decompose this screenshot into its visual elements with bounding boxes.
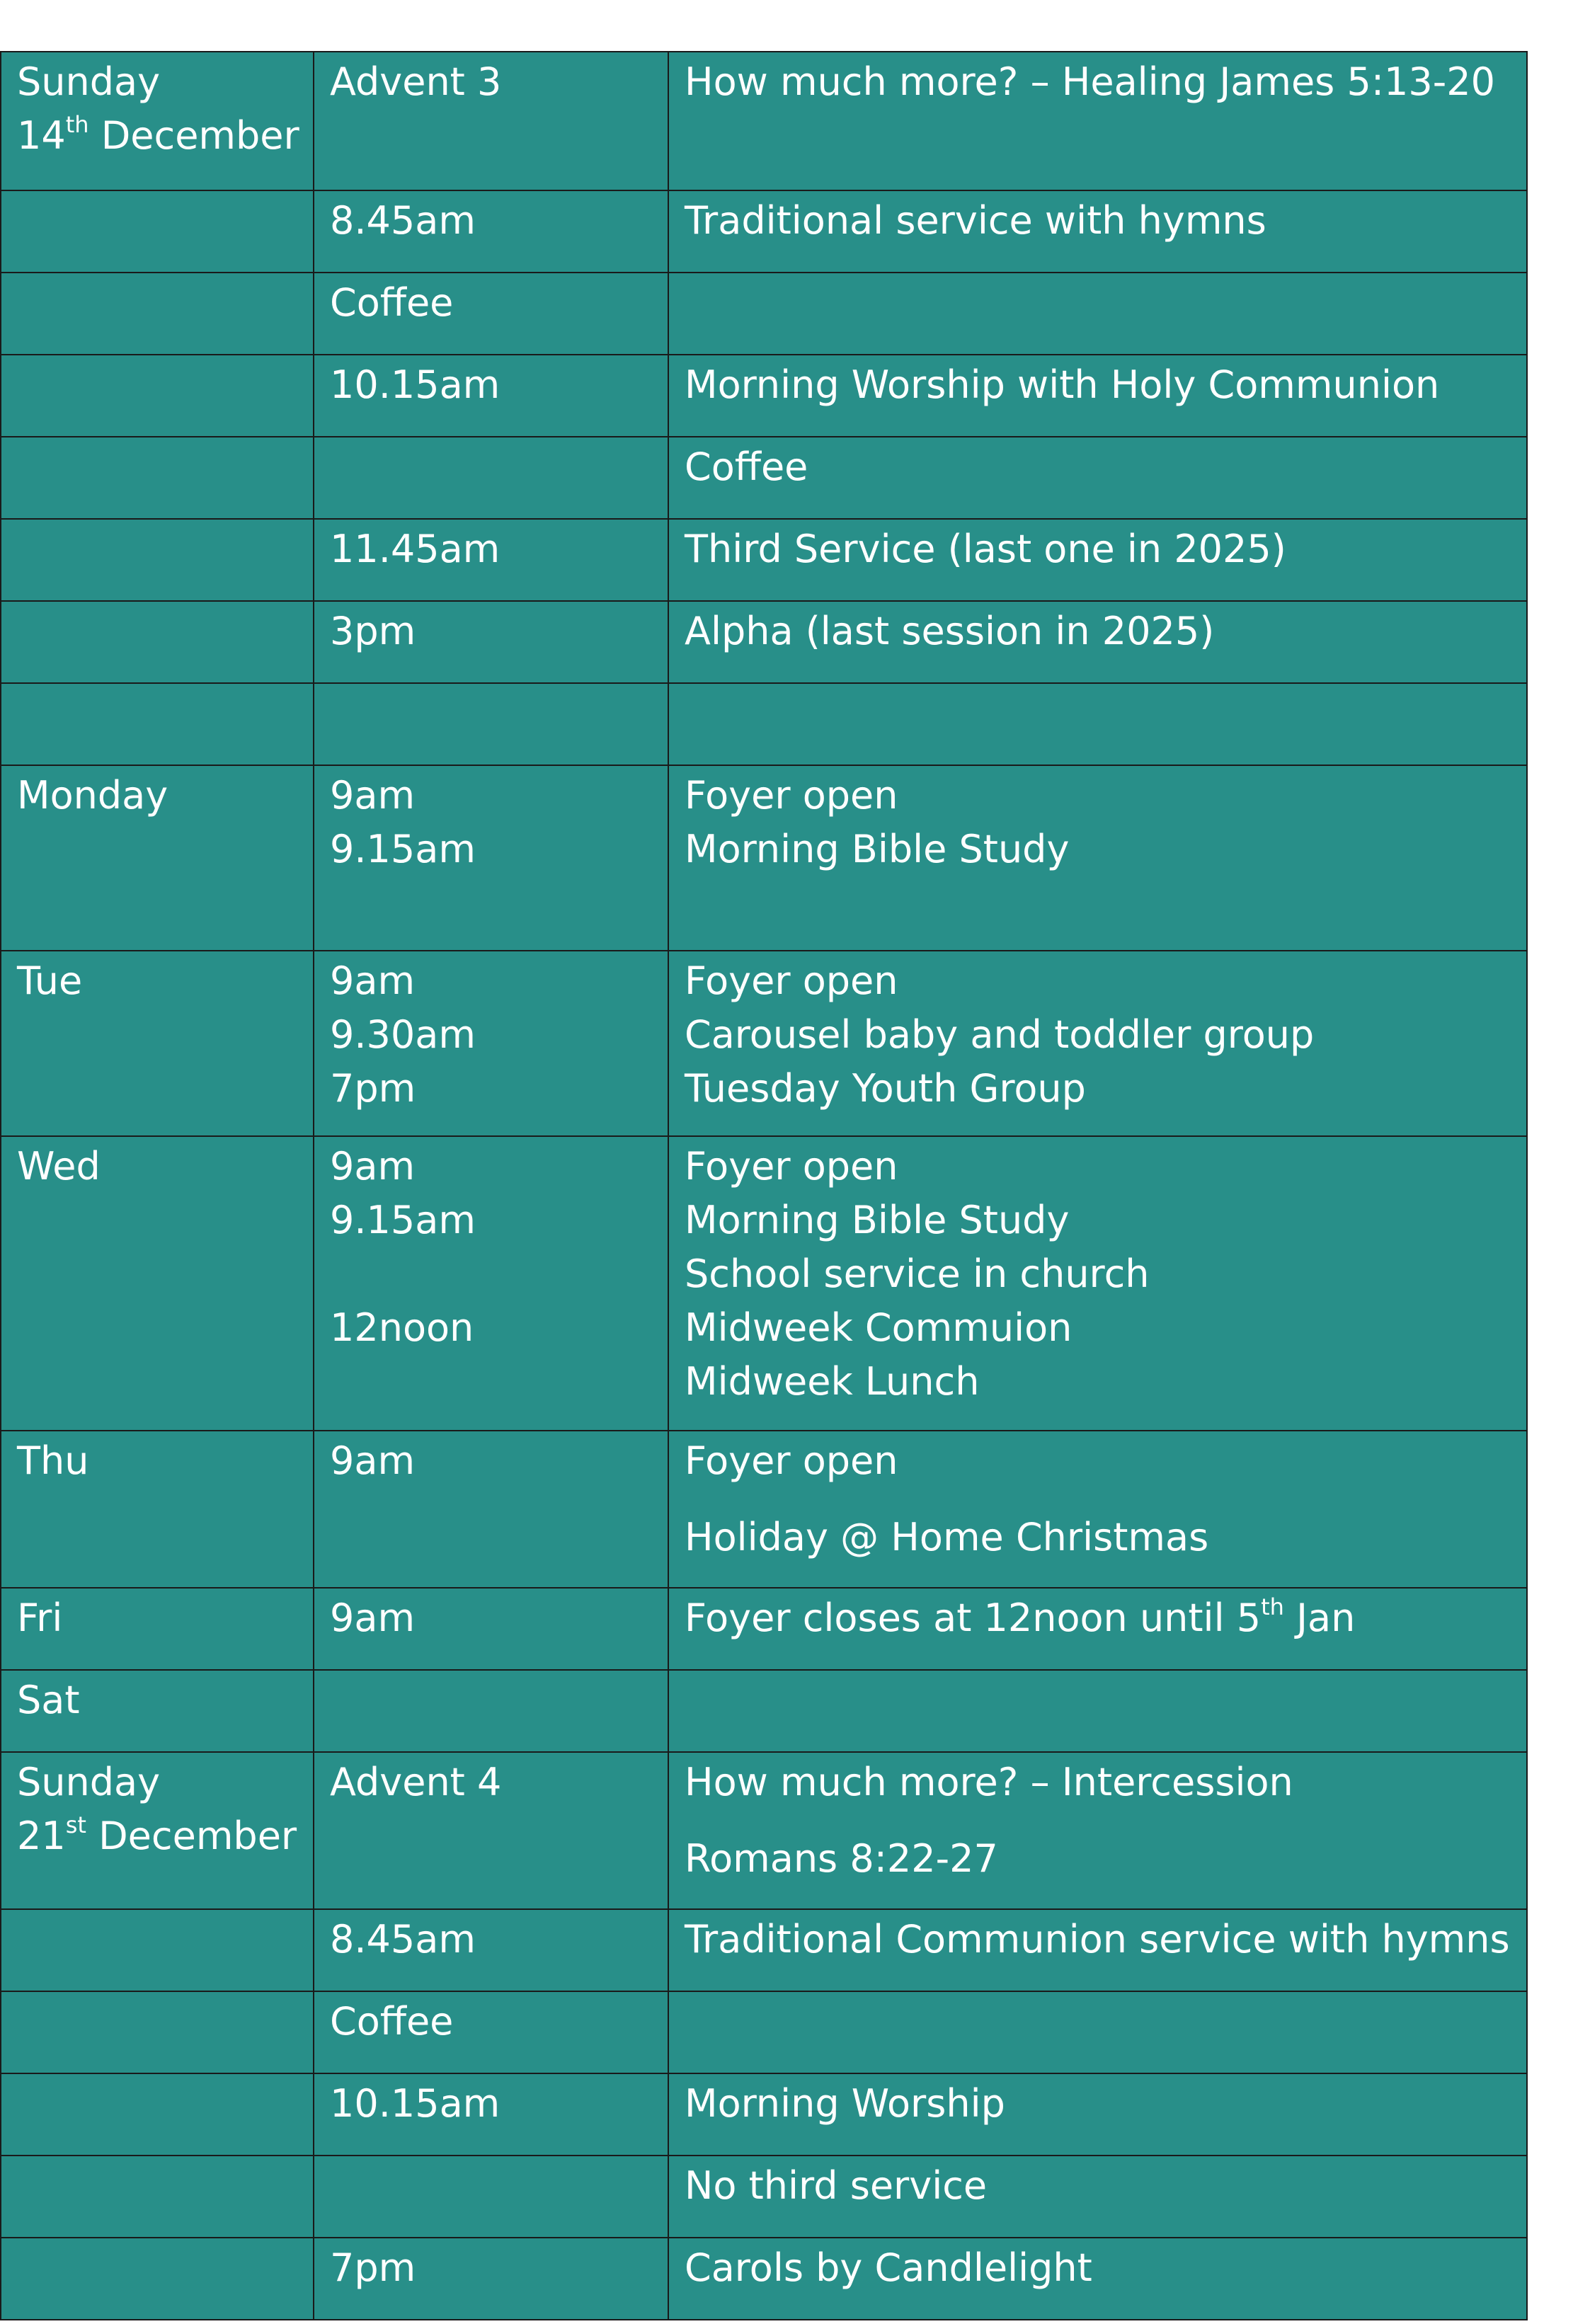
day-line: Wed: [17, 1144, 101, 1189]
description-line: Romans 8:22-27: [685, 1836, 998, 1881]
time-line: Advent 4: [330, 1760, 502, 1804]
day-cell: [1, 2073, 314, 2156]
time-line: Advent 3: [330, 59, 502, 104]
description-cell: [668, 2238, 1527, 2320]
schedule-row: [1, 765, 1527, 951]
time-line: 3pm: [330, 609, 416, 653]
ordinal-suffix: th: [65, 111, 89, 138]
time-line: 9am: [330, 1438, 416, 1483]
time-line: 9am: [330, 1596, 416, 1640]
schedule-row: [1, 437, 1527, 519]
time-cell: [314, 765, 668, 951]
description-line: Midweek Commuion: [685, 1305, 1073, 1350]
day-cell: [1, 1991, 314, 2073]
description-line: Foyer open: [685, 1144, 898, 1189]
time-cell: [314, 601, 668, 683]
time-line: Coffee: [330, 280, 454, 325]
time-cell: [314, 52, 668, 190]
description-line: Traditional service with hymns: [685, 198, 1266, 243]
time-cell: [314, 2073, 668, 2156]
description-cell: [668, 190, 1527, 273]
description-cell: [668, 1991, 1527, 2073]
description-cell: [668, 1136, 1527, 1431]
schedule-row: [1, 2073, 1527, 2156]
schedule-row: [1, 951, 1527, 1136]
description-line: Foyer closes at 12noon until 5th Jan: [685, 1593, 1356, 1640]
schedule-row: [1, 1670, 1527, 1752]
time-line: 7pm: [330, 2245, 416, 2290]
day-line: Thu: [17, 1438, 89, 1483]
time-line: [330, 1247, 652, 1301]
description-cell: [668, 683, 1527, 765]
day-cell: [1, 2156, 314, 2238]
description-cell: [668, 1588, 1527, 1670]
description-cell: [668, 601, 1527, 683]
time-line: 8.45am: [330, 1917, 476, 1962]
time-cell: [314, 951, 668, 1136]
description-cell: [668, 273, 1527, 355]
day-line: 21st December: [17, 1811, 297, 1858]
schedule-row: [1, 1991, 1527, 2073]
description-cell: [668, 437, 1527, 519]
schedule-row: [1, 519, 1527, 601]
description-line: No third service: [685, 2163, 988, 2208]
day-line: Sat: [17, 1678, 80, 1722]
schedule-row: [1, 1752, 1527, 1909]
day-cell: [1, 190, 314, 273]
schedule-row: [1, 2156, 1527, 2238]
schedule-row: [1, 601, 1527, 683]
description-line: Midweek Lunch: [685, 1359, 980, 1404]
day-cell: [1, 2238, 314, 2320]
description-line: School service in church: [685, 1252, 1150, 1296]
time-cell: [314, 683, 668, 765]
time-line: 9am: [330, 1144, 416, 1189]
day-line: Fri: [17, 1596, 63, 1640]
day-cell: [1, 1752, 314, 1909]
time-line: 9.15am: [330, 827, 476, 871]
day-cell: [1, 1588, 314, 1670]
day-cell: [1, 519, 314, 601]
description-line: Foyer open: [685, 958, 898, 1003]
day-cell: [1, 1431, 314, 1588]
description-line: Morning Bible Study: [685, 827, 1070, 871]
description-line: Third Service (last one in 2025): [685, 527, 1286, 571]
schedule-row: [1, 52, 1527, 190]
day-cell: [1, 52, 314, 190]
day-cell: [1, 1136, 314, 1431]
day-line: Tue: [17, 958, 83, 1003]
time-line: 10.15am: [330, 362, 501, 407]
description-line: How much more? – Intercession: [685, 1760, 1293, 1804]
time-cell: [314, 1909, 668, 1991]
time-cell: [314, 1431, 668, 1588]
schedule-row: [1, 683, 1527, 765]
description-cell: [668, 2073, 1527, 2156]
day-cell: [1, 1670, 314, 1752]
day-line: Sunday: [17, 1760, 161, 1804]
time-cell: [314, 190, 668, 273]
day-line: 14th December: [17, 111, 299, 158]
schedule-row: [1, 355, 1527, 437]
description-line: Holiday @ Home Christmas: [685, 1515, 1209, 1559]
day-cell: [1, 355, 314, 437]
description-cell: [668, 951, 1527, 1136]
time-line: 9.30am: [330, 1012, 476, 1057]
description-line: Foyer open: [685, 1438, 898, 1483]
time-cell: [314, 1991, 668, 2073]
time-cell: [314, 1588, 668, 1670]
ordinal-suffix: st: [65, 1811, 86, 1838]
ordinal-suffix: th: [1261, 1593, 1284, 1620]
description-cell: [668, 52, 1527, 190]
time-line: 9am: [330, 773, 416, 818]
description-line: Carousel baby and toddler group: [685, 1012, 1315, 1057]
time-cell: [314, 1752, 668, 1909]
description-line: Traditional Communion service with hymns: [685, 1917, 1510, 1962]
day-cell: [1, 273, 314, 355]
schedule-row: [1, 1588, 1527, 1670]
description-cell: [668, 519, 1527, 601]
time-line: 9am: [330, 958, 416, 1003]
time-line: 8.45am: [330, 198, 476, 243]
description-line: Tuesday Youth Group: [685, 1066, 1086, 1111]
time-line: 11.45am: [330, 527, 501, 571]
day-cell: [1, 437, 314, 519]
schedule-row: [1, 2238, 1527, 2320]
service-schedule-table: [0, 51, 1528, 2320]
schedule-row: [1, 1136, 1527, 1431]
time-cell: [314, 2238, 668, 2320]
description-cell: [668, 355, 1527, 437]
description-cell: [668, 2156, 1527, 2238]
description-line: Morning Bible Study: [685, 1198, 1070, 1242]
schedule-row: [1, 190, 1527, 273]
time-cell: [314, 1670, 668, 1752]
description-line: Coffee: [685, 445, 808, 489]
time-cell: [314, 2156, 668, 2238]
time-line: 9.15am: [330, 1198, 476, 1242]
description-cell: [668, 1909, 1527, 1991]
time-line: Coffee: [330, 1999, 454, 2044]
time-line: 7pm: [330, 1066, 416, 1111]
description-line: How much more? – Healing James 5:13-20: [685, 59, 1495, 104]
schedule-body: [1, 52, 1527, 2320]
day-cell: [1, 601, 314, 683]
description-line: Carols by Candlelight: [685, 2245, 1092, 2290]
day-cell: [1, 765, 314, 951]
description-cell: [668, 1752, 1527, 1909]
time-line: 10.15am: [330, 2081, 501, 2126]
description-cell: [668, 1431, 1527, 1588]
description-line: Morning Worship with Holy Communion: [685, 362, 1440, 407]
schedule-row: [1, 1909, 1527, 1991]
description-line: Morning Worship: [685, 2081, 1005, 2126]
description-cell: [668, 765, 1527, 951]
description-line: Alpha (last session in 2025): [685, 609, 1215, 653]
time-cell: [314, 355, 668, 437]
day-line: Monday: [17, 773, 168, 818]
time-cell: [314, 519, 668, 601]
description-line: Foyer open: [685, 773, 898, 818]
time-cell: [314, 1136, 668, 1431]
day-cell: [1, 683, 314, 765]
day-cell: [1, 1909, 314, 1991]
day-cell: [1, 951, 314, 1136]
time-cell: [314, 437, 668, 519]
day-line: Sunday: [17, 59, 161, 104]
time-line: 12noon: [330, 1305, 474, 1350]
schedule-row: [1, 273, 1527, 355]
description-cell: [668, 1670, 1527, 1752]
schedule-row: [1, 1431, 1527, 1588]
time-cell: [314, 273, 668, 355]
